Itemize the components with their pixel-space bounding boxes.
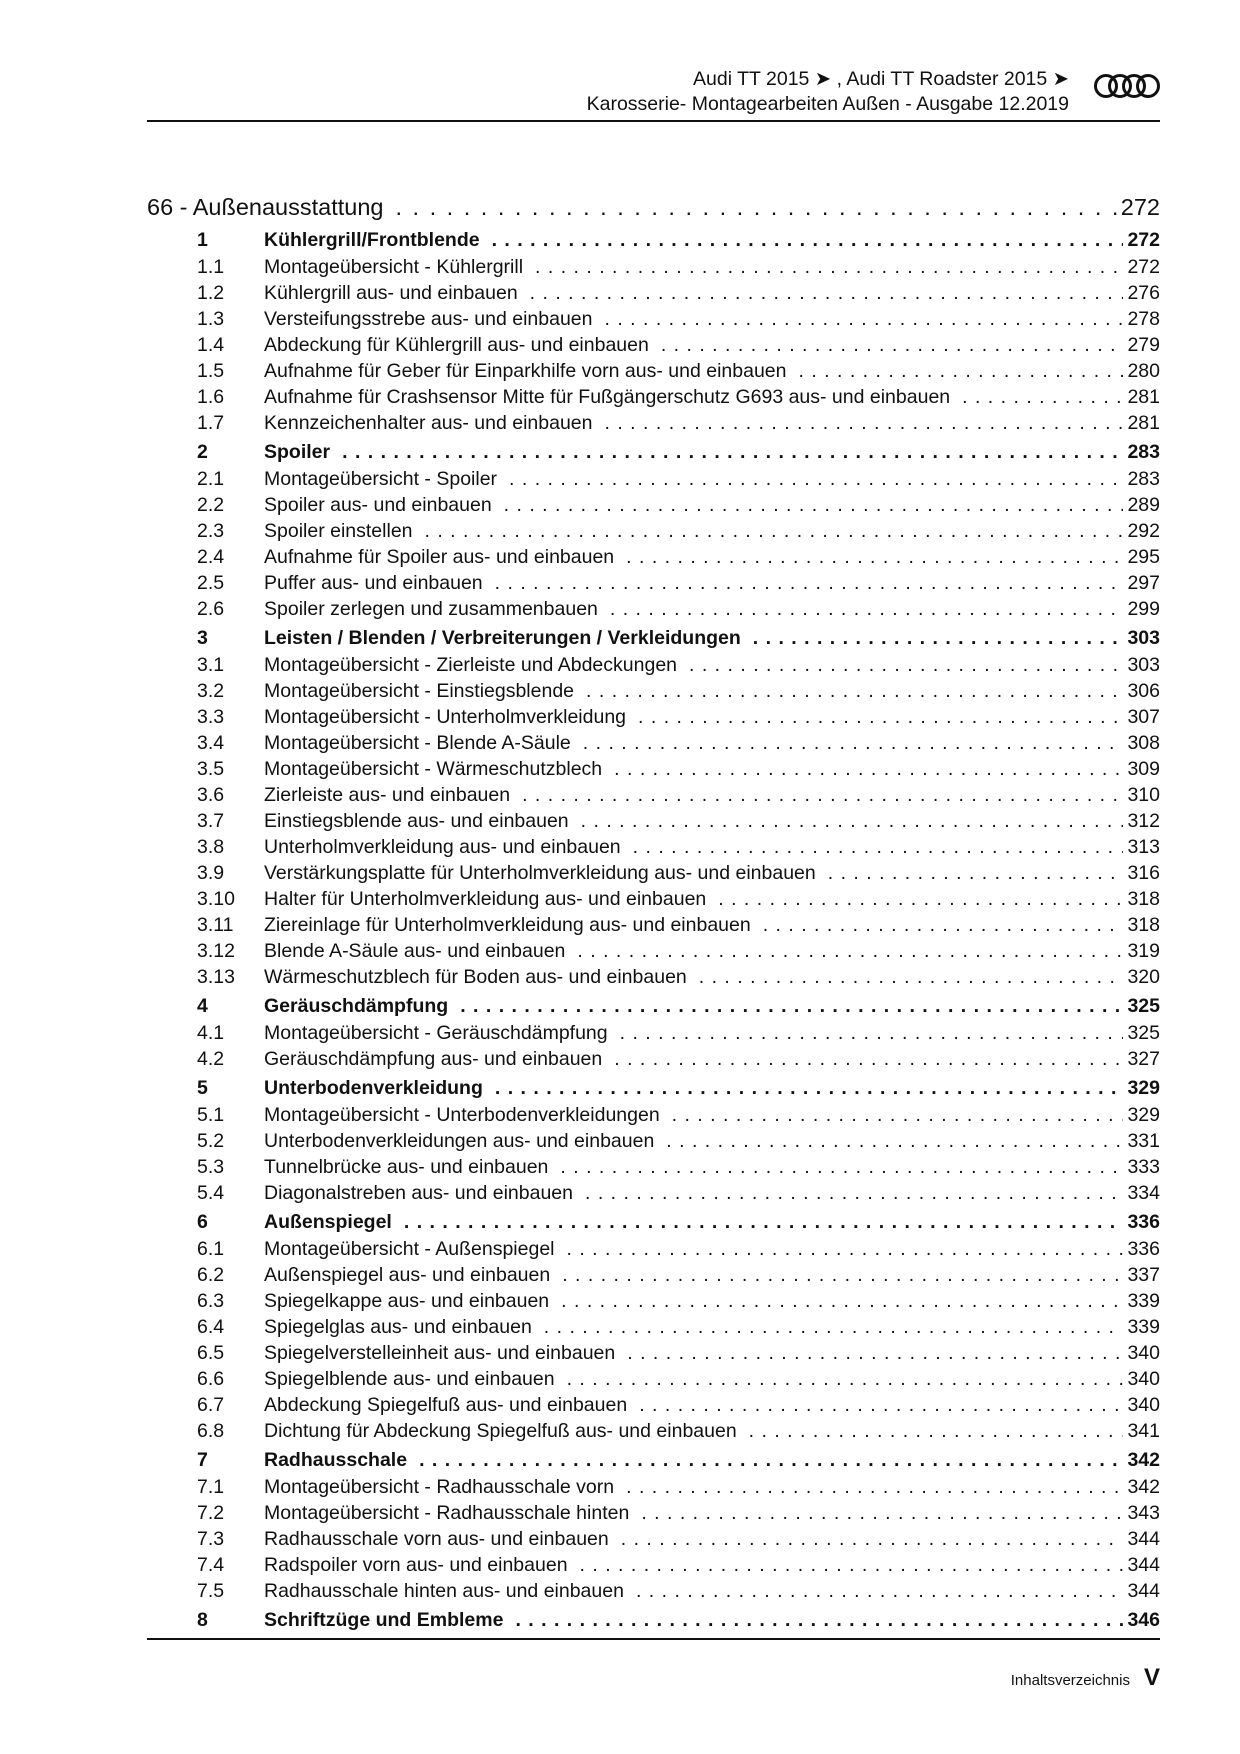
entry-page: 308 — [1127, 732, 1160, 754]
entry-page: 283 — [1127, 441, 1160, 463]
entry-number: 6.8 — [197, 1420, 225, 1442]
section-entry[interactable] — [147, 226, 1160, 254]
dot-leader — [577, 938, 1123, 964]
entry-number: 2.3 — [197, 520, 225, 542]
dot-leader — [492, 226, 1124, 254]
table-of-contents — [147, 190, 1160, 1634]
entry-page: 341 — [1127, 1420, 1160, 1442]
entry-page: 303 — [1127, 627, 1160, 649]
dot-leader — [798, 358, 1123, 384]
entry-page: 278 — [1127, 308, 1160, 330]
entry-number: 1.4 — [197, 334, 225, 356]
subsection-entry[interactable] — [147, 254, 1160, 280]
footer-divider — [147, 1638, 1160, 1640]
entry-number: 7 — [197, 1449, 208, 1471]
section-list — [147, 226, 1160, 1634]
entry-title: Montageübersicht - Blende A-Säule — [264, 732, 571, 754]
subsection-entry[interactable] — [147, 596, 1160, 622]
entry-number: 6.7 — [197, 1394, 225, 1416]
subsection-entry[interactable] — [147, 860, 1160, 886]
entry-title: Spoiler zerlegen und zusammenbauen — [264, 598, 598, 620]
entry-title: Außenspiegel — [264, 1211, 392, 1233]
entry-page: 336 — [1127, 1238, 1160, 1260]
dot-leader — [749, 1418, 1124, 1444]
header-divider — [147, 120, 1160, 122]
entry-number: 3.4 — [197, 732, 225, 754]
dot-leader — [535, 254, 1123, 280]
entry-number: 7.2 — [197, 1502, 225, 1524]
entry-page: 318 — [1127, 914, 1160, 936]
entry-page: 289 — [1127, 494, 1160, 516]
dot-leader — [627, 1340, 1123, 1366]
entry-number: 5.1 — [197, 1104, 225, 1126]
entry-title: Spoiler einstellen — [264, 520, 413, 542]
entry-title: Aufnahme für Crashsensor Mitte für Fußgängerschutz G693 aus- und einbauen — [264, 386, 951, 408]
entry-number: 6.3 — [197, 1290, 225, 1312]
section-entry[interactable] — [147, 438, 1160, 466]
entry-number: 1.1 — [197, 256, 225, 278]
entry-title: Unterbodenverkleidungen aus- und einbauen — [264, 1130, 655, 1152]
entry-number: 2 — [197, 441, 208, 463]
subsection-entry[interactable] — [147, 1526, 1160, 1552]
entry-number: 3.6 — [197, 784, 225, 806]
dot-leader — [395, 190, 1116, 224]
dot-leader — [639, 1392, 1123, 1418]
entry-number: 3.11 — [197, 914, 234, 936]
entry-page: 342 — [1127, 1449, 1160, 1471]
entry-title: Kühlergrill/Frontblende — [264, 229, 480, 251]
entry-page: 336 — [1127, 1211, 1160, 1233]
entry-number: 3.3 — [197, 706, 225, 728]
entry-title: Aufnahme für Geber für Einparkhilfe vorn aus- und einbauen — [264, 360, 787, 382]
entry-number: 6.6 — [197, 1368, 225, 1390]
header-vehicle-line: Audi TT 2015 ➤ , Audi TT Roadster 2015 ➤ — [693, 68, 1069, 90]
entry-page: 318 — [1127, 888, 1160, 910]
subsection-entry[interactable] — [147, 410, 1160, 436]
toc-section — [147, 992, 1160, 1072]
subsection-entry[interactable] — [147, 1418, 1160, 1444]
entry-page: 316 — [1127, 862, 1160, 884]
entry-number: 2.2 — [197, 494, 225, 516]
dot-leader — [620, 1020, 1124, 1046]
page-number: V — [1143, 1664, 1160, 1691]
entry-number: 6 — [197, 1211, 208, 1233]
entry-title: Montageübersicht - Geräuschdämpfung — [264, 1022, 608, 1044]
entry-title: Montageübersicht - Spoiler — [264, 468, 498, 490]
dot-leader — [495, 1074, 1124, 1102]
entry-title: Blende A-Säule aus- und einbauen — [264, 940, 566, 962]
page-footer — [1011, 1664, 1160, 1692]
dot-leader — [544, 1314, 1124, 1340]
entry-title: Abdeckung für Kühlergrill aus- und einbauen — [264, 334, 649, 356]
dot-leader — [522, 782, 1123, 808]
entry-number: 4 — [197, 995, 208, 1017]
entry-number: 5 — [197, 1077, 208, 1099]
entry-page: 346 — [1127, 1609, 1160, 1631]
entry-title: Leisten / Blenden / Verbreiterungen / Verkleidungen — [264, 627, 741, 649]
entry-title: Radhausschale — [264, 1449, 408, 1471]
entry-number: 1 — [197, 229, 208, 251]
dot-leader — [605, 410, 1124, 436]
entry-title: Ziereinlage für Unterholmverkleidung aus- und einbauen — [264, 914, 751, 936]
chapter-title: 66 - Außenausstattung — [147, 194, 384, 220]
section-entry[interactable] — [147, 1446, 1160, 1474]
entry-page: 344 — [1127, 1580, 1160, 1602]
entry-number: 1.5 — [197, 360, 225, 382]
entry-page: 272 — [1127, 256, 1160, 278]
entry-number: 3.10 — [197, 888, 235, 910]
entry-number: 4.2 — [197, 1048, 225, 1070]
entry-number: 2.1 — [197, 468, 225, 490]
entry-title: Montageübersicht - Unterbodenverkleidungen — [264, 1104, 660, 1126]
subsection-entry[interactable] — [147, 808, 1160, 834]
entry-page: 329 — [1127, 1104, 1160, 1126]
section-entry[interactable] — [147, 1208, 1160, 1236]
entry-title: Montageübersicht - Radhausschale vorn — [264, 1476, 615, 1498]
entry-number: 1.7 — [197, 412, 225, 434]
dot-leader — [689, 652, 1123, 678]
subsection-entry[interactable] — [147, 782, 1160, 808]
audi-rings-icon — [1093, 73, 1161, 104]
dot-leader — [530, 280, 1124, 306]
subsection-entry[interactable] — [147, 384, 1160, 410]
entry-title: Zierleiste aus- und einbauen — [264, 784, 511, 806]
dot-leader — [460, 992, 1123, 1020]
subsection-entry[interactable] — [147, 492, 1160, 518]
dot-leader — [672, 1102, 1124, 1128]
entry-title: Kühlergrill aus- und einbauen — [264, 282, 518, 304]
entry-title: Radhausschale hinten aus- und einbauen — [264, 1580, 624, 1602]
dot-leader — [425, 518, 1124, 544]
entry-page: 276 — [1127, 282, 1160, 304]
entry-title: Geräuschdämpfung aus- und einbauen — [264, 1048, 603, 1070]
subsection-entry[interactable] — [147, 704, 1160, 730]
dot-leader — [419, 1446, 1123, 1474]
subsection-entry[interactable] — [147, 1236, 1160, 1262]
entry-page: 340 — [1127, 1394, 1160, 1416]
subsection-entry[interactable] — [147, 1474, 1160, 1500]
entry-title: Radspoiler vorn aus- und einbauen — [264, 1554, 568, 1576]
subsection-entry[interactable] — [147, 834, 1160, 860]
entry-title: Tunnelbrücke aus- und einbauen — [264, 1156, 549, 1178]
subsection-entry[interactable] — [147, 1314, 1160, 1340]
dot-leader — [614, 756, 1123, 782]
dot-leader — [504, 492, 1124, 518]
entry-page: 307 — [1127, 706, 1160, 728]
dot-leader — [342, 438, 1123, 466]
dot-leader — [962, 384, 1123, 410]
entry-page: 295 — [1127, 546, 1160, 568]
toc-section — [147, 1074, 1160, 1206]
entry-page: 342 — [1127, 1476, 1160, 1498]
entry-number: 3.2 — [197, 680, 225, 702]
entry-page: 340 — [1127, 1368, 1160, 1390]
footer-label: Inhaltsverzeichnis — [1010, 1672, 1130, 1689]
dot-leader — [560, 1154, 1123, 1180]
subsection-entry[interactable] — [147, 544, 1160, 570]
subsection-entry[interactable] — [147, 1500, 1160, 1526]
entry-title: Montageübersicht - Unterholmverkleidung — [264, 706, 627, 728]
dot-leader — [666, 1128, 1123, 1154]
dot-leader — [718, 886, 1123, 912]
dot-leader — [515, 1606, 1123, 1634]
subsection-entry[interactable] — [147, 912, 1160, 938]
dot-leader — [626, 544, 1123, 570]
entry-page: 333 — [1127, 1156, 1160, 1178]
entry-page: 272 — [1127, 229, 1160, 251]
entry-page: 309 — [1127, 758, 1160, 780]
toc-section — [147, 226, 1160, 436]
entry-page: 279 — [1127, 334, 1160, 356]
dot-leader — [610, 596, 1124, 622]
dot-leader — [509, 466, 1123, 492]
dot-leader — [699, 964, 1124, 990]
entry-title: Montageübersicht - Wärmeschutzblech — [264, 758, 603, 780]
entry-page: 280 — [1127, 360, 1160, 382]
section-entry[interactable] — [147, 1074, 1160, 1102]
entry-number: 2.4 — [197, 546, 225, 568]
entry-number: 3.7 — [197, 810, 225, 832]
entry-page: 303 — [1127, 654, 1160, 676]
subsection-entry[interactable] — [147, 1154, 1160, 1180]
entry-title: Spoiler — [264, 441, 331, 463]
dot-leader — [585, 1180, 1123, 1206]
subsection-entry[interactable] — [147, 730, 1160, 756]
dot-leader — [636, 1578, 1124, 1604]
toc-section — [147, 624, 1160, 990]
toc-section — [147, 1606, 1160, 1634]
entry-number: 1.2 — [197, 282, 225, 304]
entry-page: 334 — [1127, 1182, 1160, 1204]
dot-leader — [626, 1474, 1123, 1500]
entry-number: 5.4 — [197, 1182, 225, 1204]
entry-title: Abdeckung Spiegelfuß aus- und einbauen — [264, 1394, 628, 1416]
subsection-entry[interactable] — [147, 466, 1160, 492]
entry-title: Radhausschale vorn aus- und einbauen — [264, 1528, 609, 1550]
entry-number: 6.2 — [197, 1264, 225, 1286]
entry-page: 281 — [1127, 412, 1160, 434]
entry-page: 299 — [1127, 598, 1160, 620]
entry-page: 337 — [1127, 1264, 1160, 1286]
dot-leader — [583, 730, 1124, 756]
chapter-page: 272 — [1120, 194, 1160, 220]
entry-title: Spiegelkappe aus- und einbauen — [264, 1290, 550, 1312]
toc-section — [147, 1446, 1160, 1604]
entry-number: 3 — [197, 627, 208, 649]
entry-number: 2.5 — [197, 572, 225, 594]
dot-leader — [661, 332, 1124, 358]
entry-number: 8 — [197, 1609, 208, 1631]
entry-number: 7.1 — [197, 1476, 225, 1498]
entry-title: Aufnahme für Spoiler aus- und einbauen — [264, 546, 615, 568]
section-entry[interactable] — [147, 992, 1160, 1020]
entry-title: Diagonalstreben aus- und einbauen — [264, 1182, 573, 1204]
entry-number: 7.3 — [197, 1528, 225, 1550]
entry-number: 5.2 — [197, 1130, 225, 1152]
entry-page: 310 — [1127, 784, 1160, 806]
toc-section — [147, 438, 1160, 622]
entry-title: Kennzeichenhalter aus- und einbauen — [264, 412, 593, 434]
entry-title: Verstärkungsplatte für Unterholmverkleidung aus- und einbauen — [264, 862, 816, 884]
dot-leader — [614, 1046, 1123, 1072]
subsection-entry[interactable] — [147, 756, 1160, 782]
entry-number: 7.4 — [197, 1554, 225, 1576]
entry-number: 3.9 — [197, 862, 225, 884]
entry-title: Spiegelglas aus- und einbauen — [264, 1316, 532, 1338]
dot-leader — [562, 1262, 1123, 1288]
entry-page: 331 — [1127, 1130, 1160, 1152]
dot-leader — [561, 1288, 1123, 1314]
entry-number: 3.13 — [197, 966, 235, 988]
subsection-entry[interactable] — [147, 886, 1160, 912]
entry-title: Schriftzüge und Embleme — [264, 1609, 504, 1631]
dot-leader — [581, 808, 1124, 834]
entry-page: 329 — [1127, 1077, 1160, 1099]
entry-title: Einstiegsblende aus- und einbauen — [264, 810, 569, 832]
subsection-entry[interactable] — [147, 280, 1160, 306]
entry-title: Außenspiegel aus- und einbauen — [264, 1264, 551, 1286]
entry-title: Wärmeschutzblech für Boden aus- und einbauen — [264, 966, 687, 988]
toc-section — [147, 1208, 1160, 1444]
entry-number: 3.8 — [197, 836, 225, 858]
entry-page: 312 — [1127, 810, 1160, 832]
dot-leader — [753, 624, 1124, 652]
entry-title: Unterholmverkleidung aus- und einbauen — [264, 836, 621, 858]
subsection-entry[interactable] — [147, 1020, 1160, 1046]
subsection-entry[interactable] — [147, 570, 1160, 596]
subsection-entry[interactable] — [147, 1262, 1160, 1288]
entry-page: 343 — [1127, 1502, 1160, 1524]
subsection-entry[interactable] — [147, 1046, 1160, 1072]
entry-page: 283 — [1127, 468, 1160, 490]
subsection-entry[interactable] — [147, 964, 1160, 990]
subsection-entry[interactable] — [147, 1340, 1160, 1366]
subsection-entry[interactable] — [147, 1288, 1160, 1314]
dot-leader — [763, 912, 1124, 938]
entry-title: Halter für Unterholmverkleidung aus- und einbauen — [264, 888, 707, 910]
subsection-entry[interactable] — [147, 1578, 1160, 1604]
entry-title: Versteifungsstrebe aus- und einbauen — [264, 308, 593, 330]
entry-title: Puffer aus- und einbauen — [264, 572, 483, 594]
entry-page: 281 — [1127, 386, 1160, 408]
entry-page: 327 — [1127, 1048, 1160, 1070]
subsection-entry[interactable] — [147, 1180, 1160, 1206]
entry-title: Unterbodenverkleidung — [264, 1077, 483, 1099]
entry-title: Spiegelverstelleinheit aus- und einbauen — [264, 1342, 616, 1364]
header-manual-title: Karosserie- Montagearbeiten Außen - Ausgabe 12.2019 — [586, 93, 1069, 115]
dot-leader — [604, 306, 1123, 332]
subsection-entry[interactable] — [147, 332, 1160, 358]
entry-title: Spiegelblende aus- und einbauen — [264, 1368, 555, 1390]
entry-number: 2.6 — [197, 598, 225, 620]
dot-leader — [567, 1366, 1124, 1392]
subsection-entry[interactable] — [147, 1392, 1160, 1418]
entry-page: 344 — [1127, 1528, 1160, 1550]
dot-leader — [586, 678, 1123, 704]
entry-page: 325 — [1127, 995, 1160, 1017]
subsection-entry[interactable] — [147, 652, 1160, 678]
dot-leader — [633, 834, 1124, 860]
entry-page: 325 — [1127, 1022, 1160, 1044]
subsection-entry[interactable] — [147, 1128, 1160, 1154]
entry-page: 339 — [1127, 1290, 1160, 1312]
entry-number: 6.1 — [197, 1238, 225, 1260]
subsection-entry[interactable] — [147, 1102, 1160, 1128]
entry-title: Dichtung für Abdeckung Spiegelfuß aus- und einbauen — [264, 1420, 737, 1442]
entry-number: 6.4 — [197, 1316, 225, 1338]
entry-number: 3.1 — [197, 654, 225, 676]
entry-title: Geräuschdämpfung — [264, 995, 449, 1017]
entry-page: 344 — [1127, 1554, 1160, 1576]
dot-leader — [404, 1208, 1124, 1236]
entry-page: 340 — [1127, 1342, 1160, 1364]
entry-title: Spoiler aus- und einbauen — [264, 494, 492, 516]
entry-page: 306 — [1127, 680, 1160, 702]
entry-title: Montageübersicht - Einstiegsblende — [264, 680, 575, 702]
entry-title: Montageübersicht - Radhausschale hinten — [264, 1502, 630, 1524]
dot-leader — [567, 1236, 1124, 1262]
subsection-entry[interactable] — [147, 678, 1160, 704]
dot-leader — [495, 570, 1124, 596]
subsection-entry[interactable] — [147, 938, 1160, 964]
section-entry[interactable] — [147, 1606, 1160, 1634]
subsection-entry[interactable] — [147, 1552, 1160, 1578]
dot-leader — [621, 1526, 1124, 1552]
entry-title: Montageübersicht - Zierleiste und Abdeckungen — [264, 654, 678, 676]
entry-number: 4.1 — [197, 1022, 225, 1044]
entry-page: 297 — [1127, 572, 1160, 594]
subsection-entry[interactable] — [147, 518, 1160, 544]
section-entry[interactable] — [147, 624, 1160, 652]
dot-leader — [641, 1500, 1123, 1526]
entry-number: 1.6 — [197, 386, 225, 408]
entry-title: Montageübersicht - Außenspiegel — [264, 1238, 555, 1260]
entry-number: 3.12 — [197, 940, 235, 962]
entry-number: 5.3 — [197, 1156, 225, 1178]
entry-page: 319 — [1127, 940, 1160, 962]
entry-number: 7.5 — [197, 1580, 225, 1602]
entry-number: 1.3 — [197, 308, 225, 330]
dot-leader — [638, 704, 1123, 730]
entry-number: 6.5 — [197, 1342, 225, 1364]
entry-page: 292 — [1127, 520, 1160, 542]
dot-leader — [828, 860, 1124, 886]
subsection-entry[interactable] — [147, 358, 1160, 384]
subsection-entry[interactable] — [147, 1366, 1160, 1392]
chapter-entry[interactable] — [147, 190, 1160, 224]
entry-number: 3.5 — [197, 758, 225, 780]
subsection-entry[interactable] — [147, 306, 1160, 332]
entry-page: 320 — [1127, 966, 1160, 988]
entry-title: Montageübersicht - Kühlergrill — [264, 256, 524, 278]
entry-page: 339 — [1127, 1316, 1160, 1338]
page-header — [587, 66, 1069, 116]
dot-leader — [580, 1552, 1124, 1578]
entry-page: 313 — [1127, 836, 1160, 858]
